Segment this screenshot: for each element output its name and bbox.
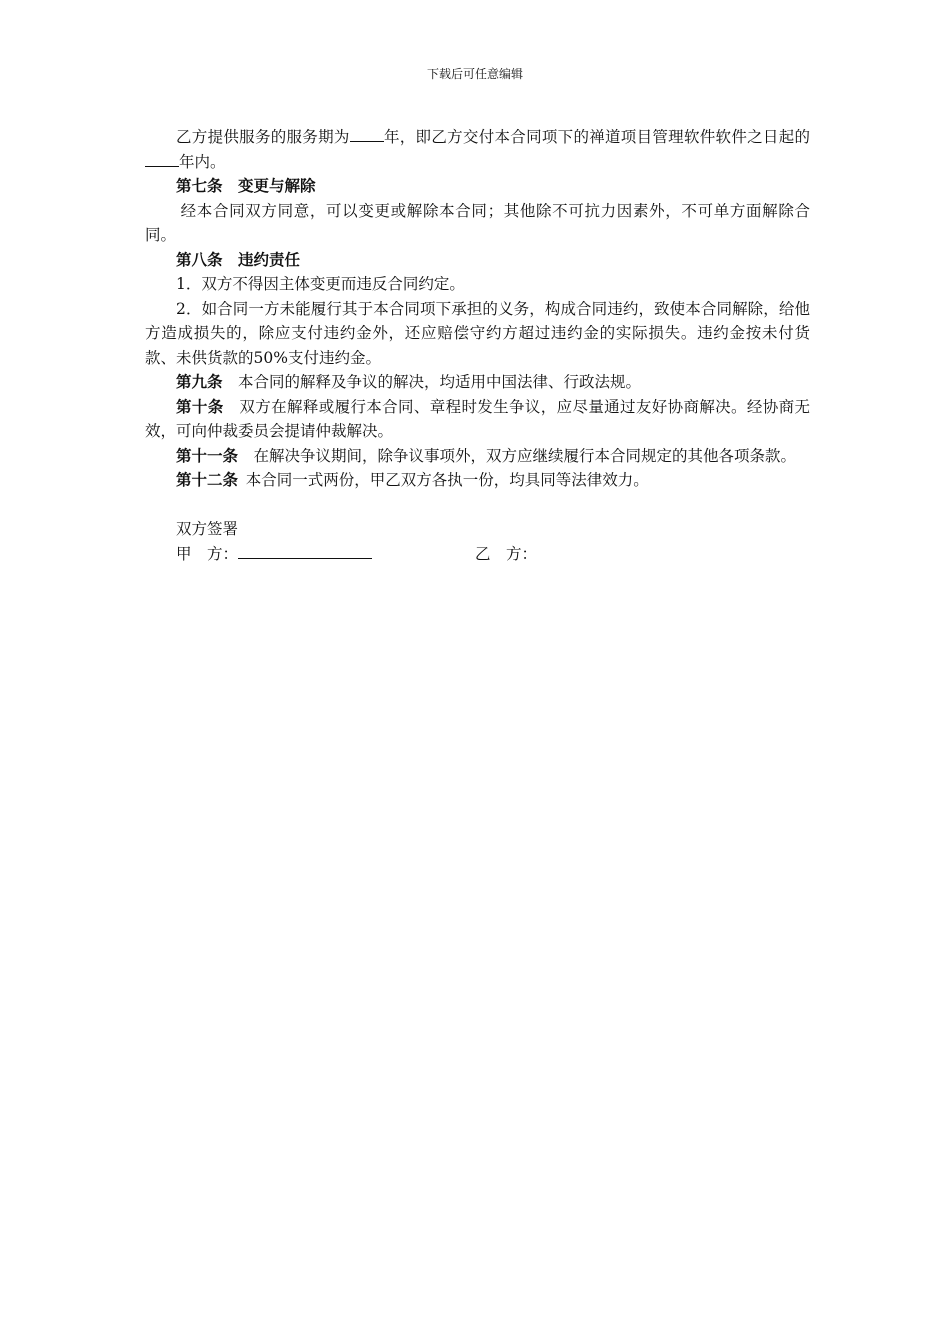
article-8-item-1: 1．双方不得因主体变更而违反合同约定。 [176,275,465,293]
signature-title: 双方签署 [176,520,239,538]
party-a-label: 甲 方： [176,544,239,563]
article-8-heading [145,248,810,273]
article-9-paragraph [145,370,810,395]
article-9-text: 本合同的解释及争议的解决，均适用中国法律、行政法规。 [238,373,642,391]
article-7-heading [145,174,810,199]
signature-row [145,542,810,567]
article-11-paragraph [145,444,810,469]
party-a-signature-line[interactable] [238,544,372,559]
article-7-subtitle: 变更与解除 [238,177,316,195]
article-12-title: 第十二条 [176,471,239,489]
service-period-text-2: 年，即乙方交付本合同项下的禅道项目管理软件软件之日起的 [383,128,810,146]
article-9-title: 第九条 [176,373,223,391]
article-8-item-2: 2．如合同一方未能履行其于本合同项下承担的义务，构成合同违约，致使本合同解除，给他方造成损失的，除应支付违约金外，还应赔偿守约方超过违约金的实际损失。违约金按未付货款、未供货款的50%支付违约金。 [145,299,810,367]
article-10-text: 双方在解释或履行本合同、章程时发生争议，应尽量通过友好协商解决。经协商无效，可向仲裁委员会提请仲裁解决。 [145,397,810,440]
service-years-blank-2 [145,152,179,167]
service-period-text-1: 乙方提供服务的服务期为 [176,128,350,146]
party-b-label: 乙 方： [475,544,538,563]
article-7-title: 第七条 [176,177,223,195]
article-7-text: 经本合同双方同意，可以变更或解除本合同；其他除不可抗力因素外，不可单方面解除合同。 [145,201,810,244]
article-8-title: 第八条 [176,250,223,269]
contract-body [145,125,810,566]
service-period-paragraph [145,125,810,174]
service-period-text-3: 年内。 [179,152,226,171]
article-12-text: 本合同一式两份，甲乙双方各执一份，均具同等法律效力。 [245,471,649,489]
page-header: 下载后可任意编辑 [426,67,523,81]
article-8-subtitle: 违约责任 [238,250,301,269]
article-10-paragraph [145,395,810,444]
article-10-title: 第十条 [176,397,224,416]
article-12-paragraph [145,468,810,493]
article-11-title: 第十一条 [176,446,239,465]
article-11-text: 在解决争议期间，除争议事项外，双方应继续履行本合同规定的其他各项条款。 [253,446,797,465]
service-years-blank [350,127,384,142]
